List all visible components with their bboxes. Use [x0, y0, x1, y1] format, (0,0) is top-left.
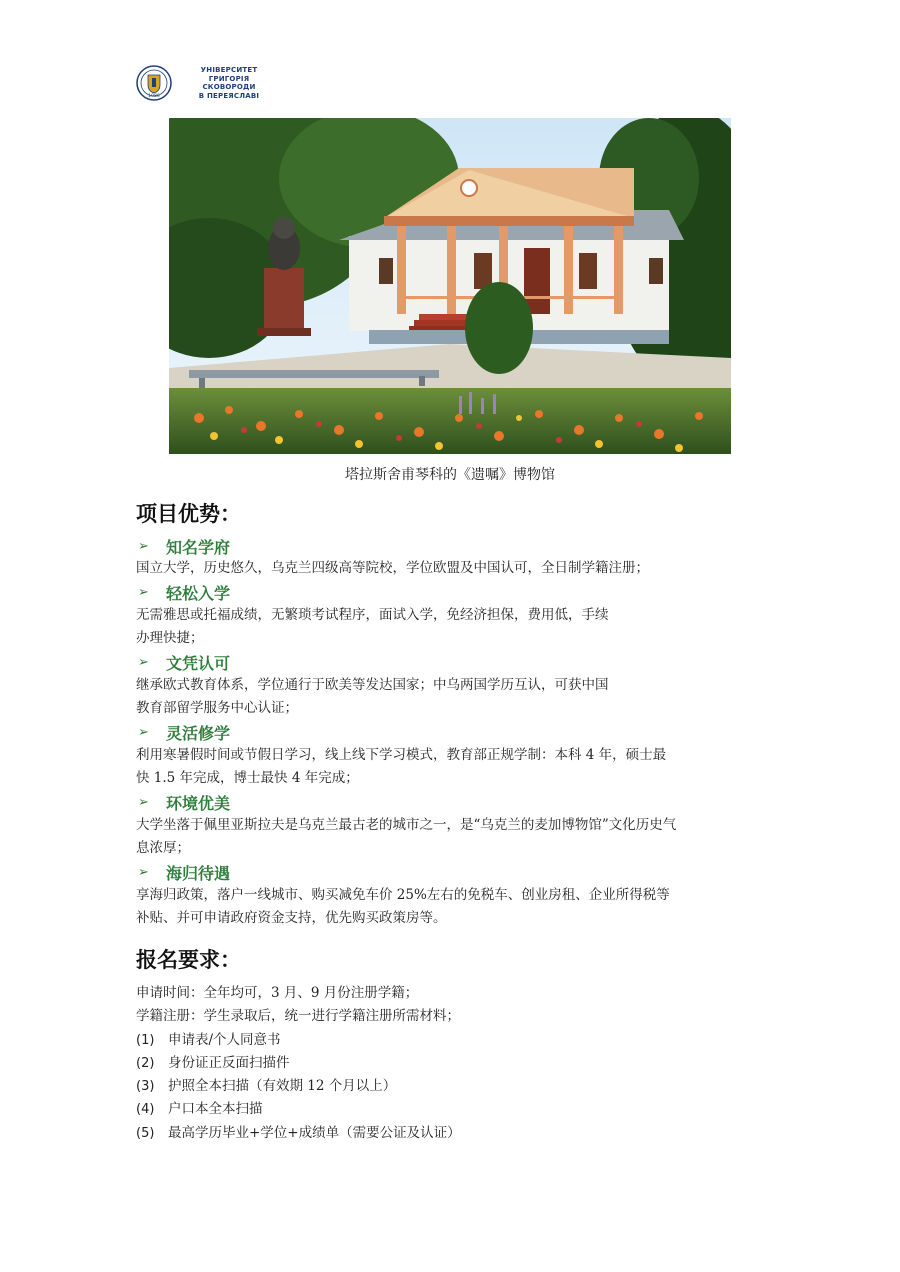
advantage-desc-line: 息浓厚； — [136, 840, 190, 856]
advantage-title: 轻松入学 — [166, 584, 231, 603]
materials-list — [136, 1029, 776, 1145]
advantage-item — [136, 792, 776, 861]
list-number: (5) — [136, 1125, 155, 1141]
list-item — [136, 1122, 776, 1145]
advantage-item — [136, 862, 776, 931]
advantage-desc-line: 无需雅思或托福成绩，无繁琐考试程序，面试入学，免经济担保，费用低，手续 — [136, 606, 609, 623]
list-item — [136, 1052, 776, 1075]
advantage-desc-line: 大学坐落于佩里亚斯拉夫是乌克兰最古老的城市之一，是“乌克兰的麦加博物馆”文化历史气 — [136, 816, 677, 833]
list-text: 护照全本扫描（有效期 12 个月以上） — [168, 1078, 397, 1095]
logo-line-1: УНІВЕРСИТЕТ — [200, 66, 258, 74]
list-item — [136, 1075, 776, 1098]
list-text: 户口本全本扫描 — [168, 1101, 263, 1118]
advantage-title: 灵活修学 — [166, 724, 231, 743]
list-number: (2) — [136, 1055, 155, 1071]
advantage-desc-line: 继承欧式教育体系，学位通行于欧美等发达国家；中乌两国学历互认，可获中国 — [136, 676, 609, 693]
arrow-bullet-icon: ➢ — [138, 865, 149, 880]
list-text: 最高学历毕业+学位+成绩单（需要公证及认证） — [168, 1124, 461, 1141]
advantage-desc-line: 国立大学，历史悠久，乌克兰四级高等院校，学位欧盟及中国认可，全日制学籍注册； — [136, 560, 649, 576]
arrow-bullet-icon: ➢ — [138, 538, 149, 554]
requirements-intro-line: 申请时间：全年均可，3 月、9 月份注册学籍； — [136, 985, 419, 1001]
requirements-heading: 报名要求： — [136, 948, 241, 972]
list-number: (1) — [136, 1032, 155, 1048]
advantage-title: 海归待遇 — [166, 864, 231, 883]
advantage-item — [136, 722, 776, 791]
photo-caption: 塔拉斯舍甫琴科的《遗嘱》博物馆 — [345, 467, 555, 483]
logo-line-3: В ПЕРЕЯСЛАВІ — [198, 91, 260, 100]
arrow-bullet-icon: ➢ — [138, 725, 149, 740]
advantage-desc-line: 利用寒暑假时间或节假日学习，线上线下学习模式，教育部正规学制：本科 4 年，硕士最 — [136, 746, 667, 763]
museum-photo — [169, 118, 731, 454]
advantage-title: 环境优美 — [166, 794, 231, 813]
advantage-title: 知名学府 — [166, 537, 231, 557]
list-item — [136, 1029, 776, 1052]
logo-text — [182, 66, 276, 100]
advantage-desc-line: 办理快捷； — [136, 630, 204, 646]
logo-line-2: ГРИГОРІЯ СКОВОРОДИ — [202, 74, 256, 91]
arrow-bullet-icon: ➢ — [138, 795, 149, 810]
list-text: 身份证正反面扫描件 — [168, 1054, 290, 1071]
university-seal-icon — [136, 65, 172, 101]
list-number: (4) — [136, 1102, 155, 1118]
logo-year: 1986 — [148, 94, 160, 99]
advantages-list — [136, 535, 776, 932]
advantage-item — [136, 535, 776, 581]
advantage-desc-line: 快 1.5 年完成，博士最快 4 年完成； — [136, 770, 359, 786]
advantage-item — [136, 652, 776, 721]
requirements-intro-line: 学籍注册：学生录取后，统一进行学籍注册所需材料； — [136, 1008, 460, 1025]
list-number: (3) — [136, 1079, 155, 1095]
advantage-desc-line: 享海归政策，落户一线城市、购买减免车价 25%左右的免税车、创业房租、企业所得税等 — [136, 886, 670, 903]
list-item — [136, 1098, 776, 1121]
advantage-desc-line: 补贴、并可申请政府资金支持，优先购买政策房等。 — [136, 910, 447, 926]
advantage-desc-line: 教育部留学服务中心认证； — [136, 700, 298, 716]
advantages-heading: 项目优势： — [136, 502, 241, 526]
list-text: 申请表/个人同意书 — [168, 1031, 281, 1048]
arrow-bullet-icon: ➢ — [138, 585, 149, 600]
advantage-title: 文凭认可 — [166, 654, 231, 673]
requirements-section — [136, 982, 776, 1145]
advantage-item — [136, 582, 776, 651]
university-logo — [136, 64, 276, 102]
arrow-bullet-icon: ➢ — [138, 655, 149, 670]
